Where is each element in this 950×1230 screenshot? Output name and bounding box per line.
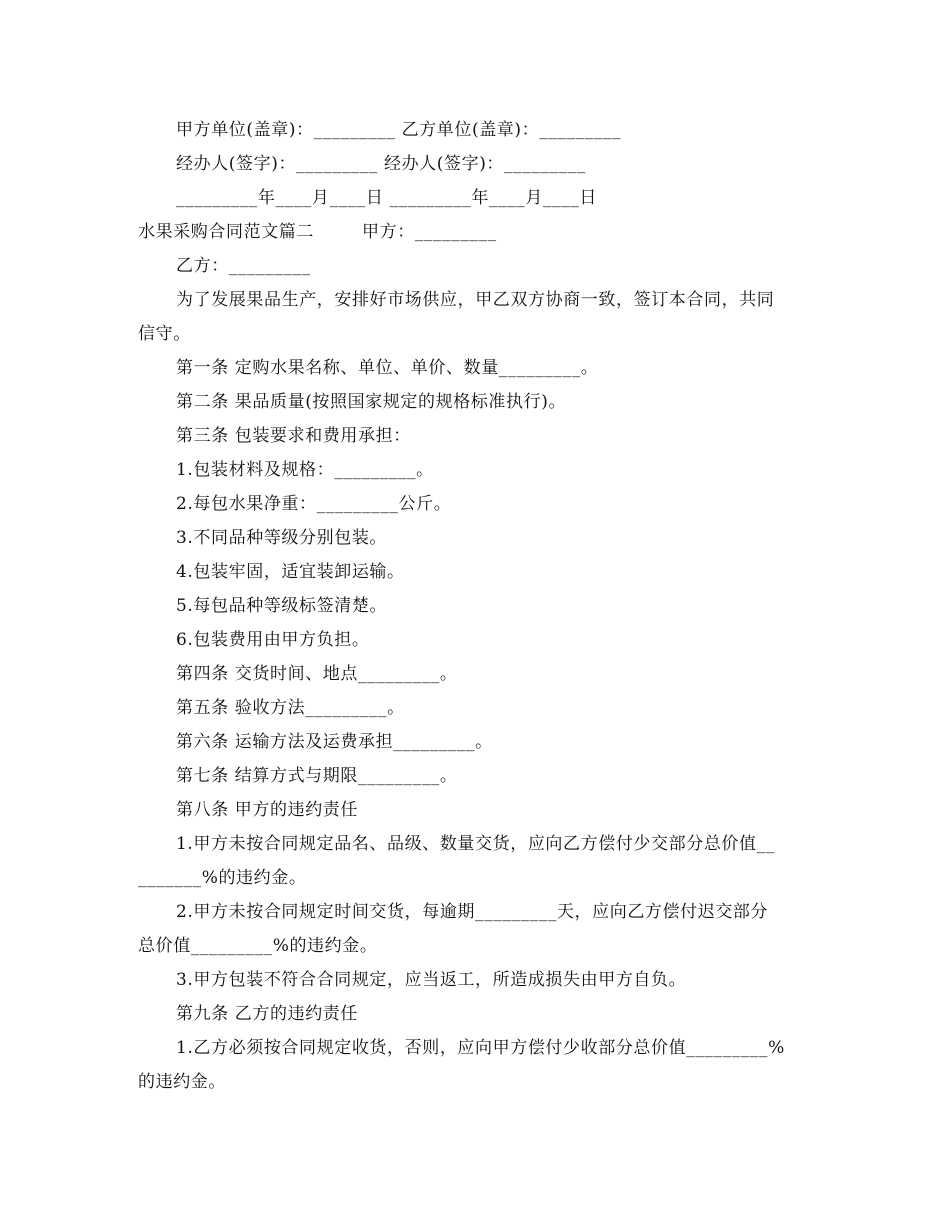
- article-8-item-2-line-1: 2.甲方未按合同规定时间交货，每逾期_________天，应向乙方偿付迟交部分: [176, 902, 769, 922]
- article-8-item-2-line-2: 总价值_________%的违约金。: [138, 936, 378, 956]
- article-6: 第六条 运输方法及运费承担_________。: [176, 732, 493, 752]
- article-4: 第四条 交货时间、地点_________。: [176, 664, 458, 684]
- section-title-party-a: 水果采购合同范文篇二 甲方：_________: [138, 222, 497, 242]
- article-3: 第三条 包装要求和费用承担：: [176, 426, 411, 446]
- article-8: 第八条 甲方的违约责任: [176, 800, 359, 820]
- article-2: 第二条 果品质量(按照国家规定的规格标准执行)。: [176, 392, 567, 412]
- article-3-item-4: 4.包装牢固，适宜装卸运输。: [176, 562, 405, 582]
- article-5: 第五条 验收方法_________。: [176, 698, 405, 718]
- party-b-line: 乙方：_________: [176, 256, 311, 276]
- signature-agent: 经办人(签字)：_________ 经办人(签字)：_________: [176, 154, 586, 174]
- article-9-item-1-line-2: 的违约金。: [138, 1072, 226, 1092]
- article-8-item-1-line-1: 1.甲方未按合同规定品名、品级、数量交货，应向乙方偿付少交部分总价值__: [176, 834, 775, 854]
- article-9: 第九条 乙方的违约责任: [176, 1004, 359, 1024]
- article-8-item-1-line-2: _______%的违约金。: [138, 868, 307, 888]
- article-3-item-5: 5.每包品种等级标签清楚。: [176, 596, 388, 616]
- article-1: 第一条 定购水果名称、单位、单价、数量_________。: [176, 358, 599, 378]
- article-3-item-1: 1.包装材料及规格：_________。: [176, 460, 434, 480]
- article-8-item-3: 3.甲方包装不符合合同规定，应当返工，所造成损失由甲方自负。: [176, 970, 687, 990]
- signature-date: _________年____月____日 _________年____月____日: [176, 188, 598, 208]
- preamble-line-1: 为了发展果品生产，安排好市场供应，甲乙双方协商一致，签订本合同，共同: [176, 290, 775, 310]
- preamble-line-2: 信守。: [138, 324, 191, 344]
- article-3-item-3: 3.不同品种等级分别包装。: [176, 528, 388, 548]
- signature-party-a-unit: 甲方单位(盖章)：_________ 乙方单位(盖章)：_________: [176, 120, 622, 140]
- article-9-item-1-line-1: 1.乙方必须按合同规定收货，否则，应向甲方偿付少收部分总价值_________%: [176, 1038, 785, 1058]
- article-3-item-6: 6.包装费用由甲方负担。: [176, 630, 370, 650]
- article-7: 第七条 结算方式与期限_________。: [176, 766, 458, 786]
- article-3-item-2: 2.每包水果净重：_________公斤。: [176, 494, 452, 514]
